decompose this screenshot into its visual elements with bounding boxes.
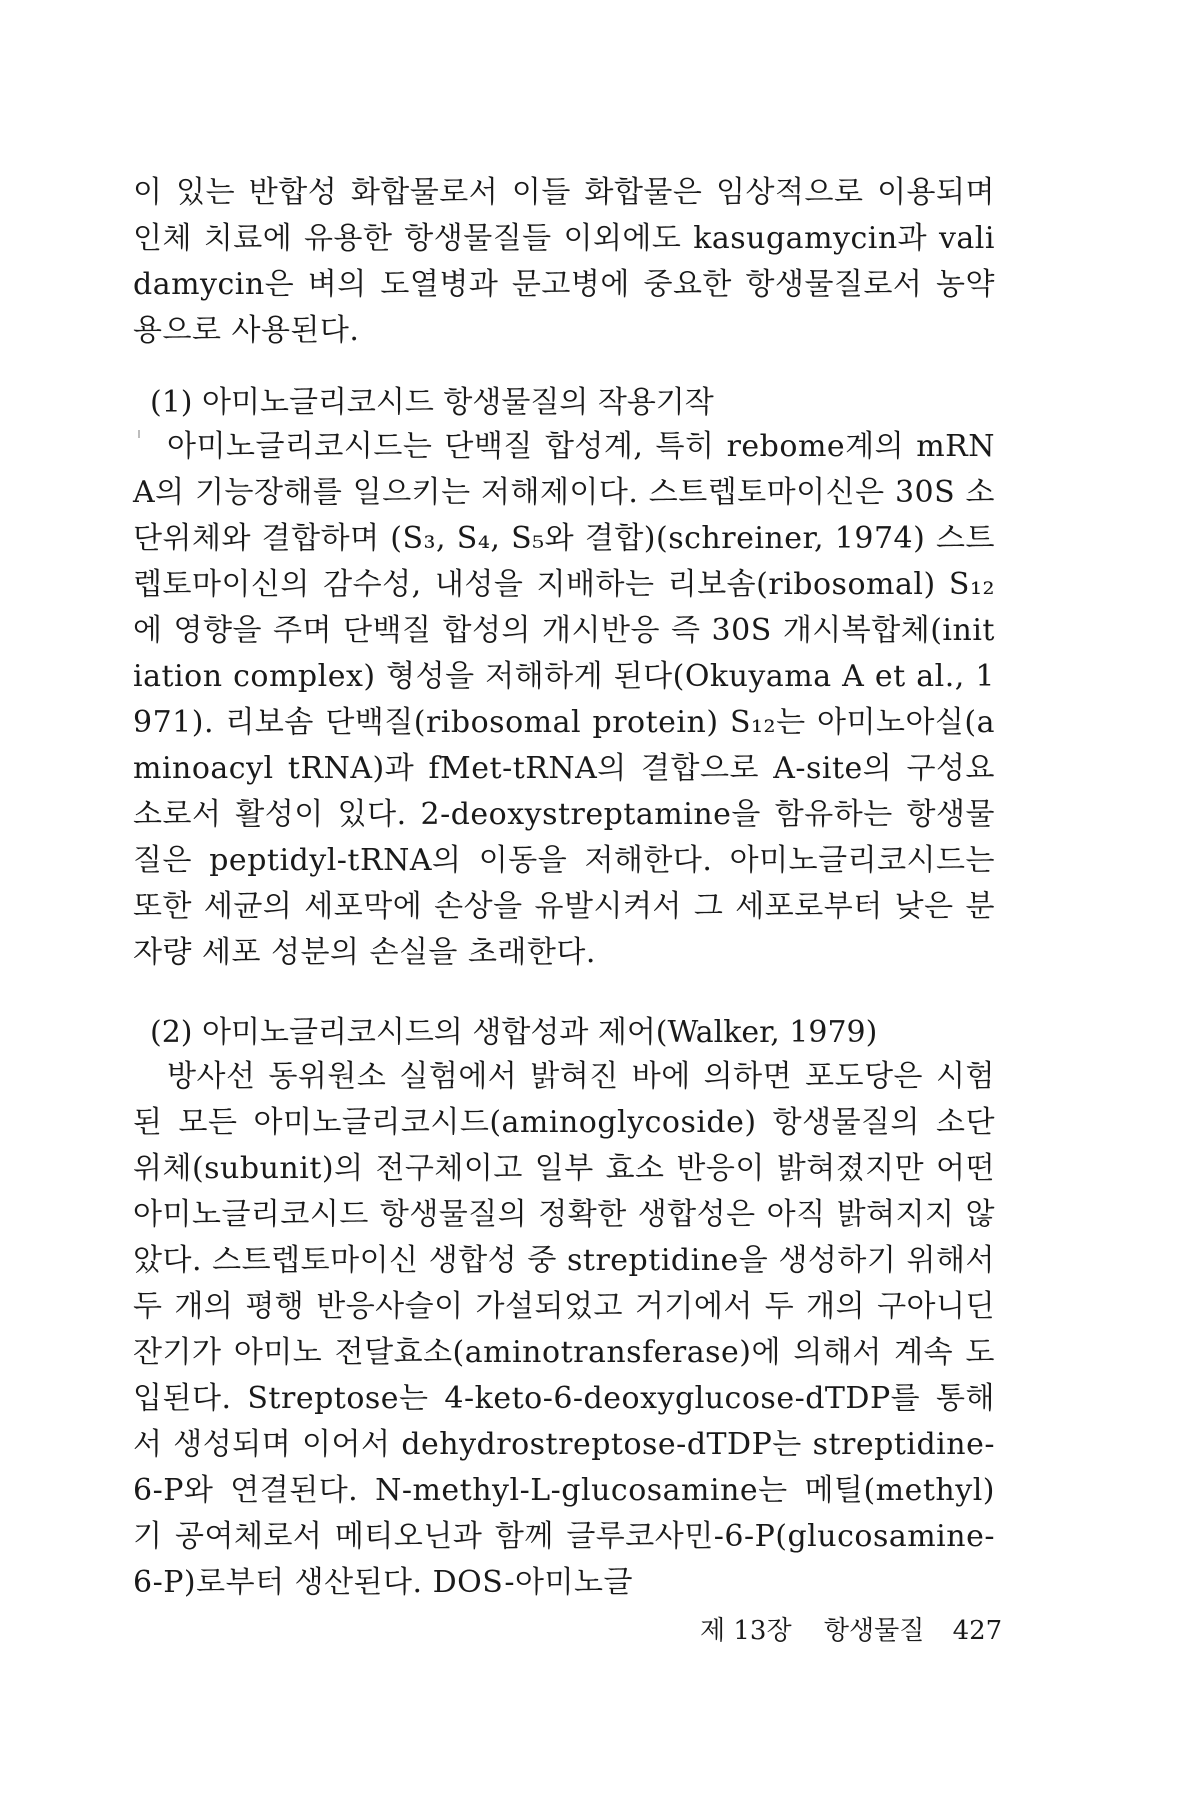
section-1-paragraph bbox=[133, 424, 995, 976]
intro-paragraph: 이 있는 반합성 화합물로서 이들 화합물은 임상적으로 이용되며 인체 치료에 유용한 항생물질들 이외에도 kasugamycin과 validamycin은 벼의 도열병과 문고병에 중요한 항생물질로서 농약용으로 사용된다. bbox=[133, 175, 995, 348]
footer-chapter: 제 13장 bbox=[700, 1616, 792, 1646]
page-number: 427 bbox=[952, 1616, 1003, 1646]
footer-title: 항생물질 bbox=[823, 1616, 925, 1646]
section-1-heading: (1) 아미노글리코시드 항생물질의 작용기작 bbox=[150, 385, 714, 420]
section-2-paragraph bbox=[133, 1054, 995, 1606]
scan-mark-decoration bbox=[138, 430, 140, 438]
section-2-heading: (2) 아미노글리코시드의 생합성과 제어(Walker, 1979) bbox=[150, 1015, 878, 1050]
section-2-body: 방사선 동위원소 실험에서 밝혀진 바에 의하면 포도당은 시험된 모든 아미노글리코시드(aminoglycoside) 항생물질의 소단위체(subunit)의 전구체이고 일부 효소 반응이 밝혀졌지만 어떤 아미노글리코시드 항생물질의 정확한 생합성은 아직 밝혀지지 않았다. 스트렙토마이신 생합성 중 streptidine을 생성하기 위해서 두 개의 평행 반응사슬이 가설되었고 거기에서 두 개의 구아니딘 잔기가 아미노 전달효소(aminotransferase)에 의해서 계속 도입된다. Streptose는 4-keto-6-deoxyglucose-dTDP를 통해서 생성되며 이어서 dehydrostreptose-dTDP는 streptidine-6-P와 연결된다. N-methyl-L-glucosamine는 메틸(methyl)기 공여체로서 메티오닌과 함께 글루코사민-6-P(glucosamine-6-P)로부터 생산된다. DOS-아미노글 bbox=[133, 1059, 995, 1600]
page-footer bbox=[700, 1614, 1003, 1648]
section-1-body: 아미노글리코시드는 단백질 합성계, 특히 rebome계의 mRNA의 기능장해를 일으키는 저해제이다. 스트렙토마이신은 30S 소단위체와 결합하며 (S₃, S₄, S₅와 결합)(schreiner, 1974) 스트렙토마이신의 감수성, 내성을 지배하는 리보솜(ribosomal) S₁₂에 영향을 주며 단백질 합성의 개시반응 즉 30S 개시복합체(initiation complex) 형성을 저해하게 된다(Okuyama A et al., 1971). 리보솜 단백질(ribosomal protein) S₁₂는 아미노아실(aminoacyl tRNA)과 fMet-tRNA의 결합으로 A-site의 구성요소로서 활성이 있다. 2-deoxystreptamine을 함유하는 항생물질은 peptidyl-tRNA의 이동을 저해한다. 아미노글리코시드는 또한 세균의 세포막에 손상을 유발시켜서 그 세포로부터 낮은 분자량 세포 성분의 손실을 초래한다. bbox=[133, 429, 995, 970]
